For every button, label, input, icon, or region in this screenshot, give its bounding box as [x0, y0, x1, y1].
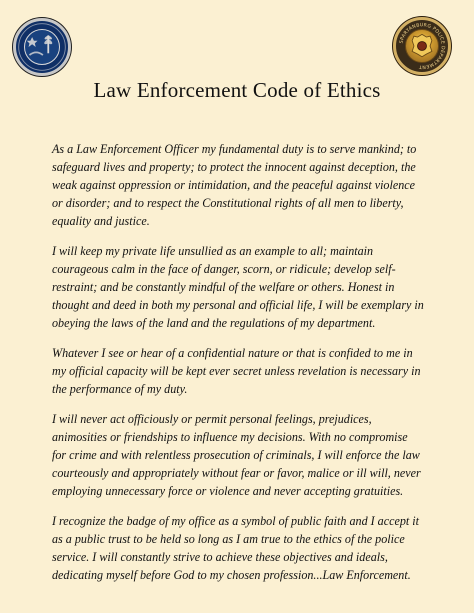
left-seal-icon — [13, 18, 71, 76]
document-body — [52, 140, 424, 596]
left-seal-graphic — [16, 21, 68, 73]
right-seal-ring-text: SPARTANBURG POLICE DEPARTMENT — [399, 23, 445, 69]
paragraph-2: I will keep my private life unsullied as an example to all; maintain courageous calm in the face of danger, scorn, or ridicule; develop self-restraint; and be constantly mindful of the welfare or others. Honest in thought and deed in both my personal and official life, I will be exemplary in obeying the laws of the land and the regulations of my department. — [52, 244, 424, 330]
right-seal-graphic — [396, 20, 448, 72]
paragraph-1: As a Law Enforcement Officer my fundamental duty is to serve mankind; to safeguard lives and property; to protect the innocent against deception, the weak against oppression or intimidation, and the peaceful against violence or disorder; and to respect the Constitutional rights of all men to liberty, equality and justice. — [52, 142, 417, 228]
page-title: Law Enforcement Code of Ethics — [93, 78, 381, 102]
paragraph-4: I will never act officiously or permit personal feelings, prejudices, animosities or friendships to influence my decisions. With no compromise for crime and with relentless prosecution of criminals, I will enforce the law courteously and appropriately without fear or favor, malice or ill will, never employing unnecessary force or violence and never accepting gratuities. — [52, 412, 421, 498]
paragraph-3: Whatever I see or hear of a confidential nature or that is confided to me in my official capacity will be kept ever secret unless revelation is necessary in the performance of my duty. — [52, 346, 421, 396]
right-seal-icon — [393, 17, 451, 75]
paragraph-5: I recognize the badge of my office as a symbol of public faith and I accept it as a public trust to be held so long as I am true to the ethics of the police service. I will constantly strive to achieve these objectives and ideals, dedicating myself before God to my chosen profession...Law Enforcement. — [52, 514, 419, 582]
